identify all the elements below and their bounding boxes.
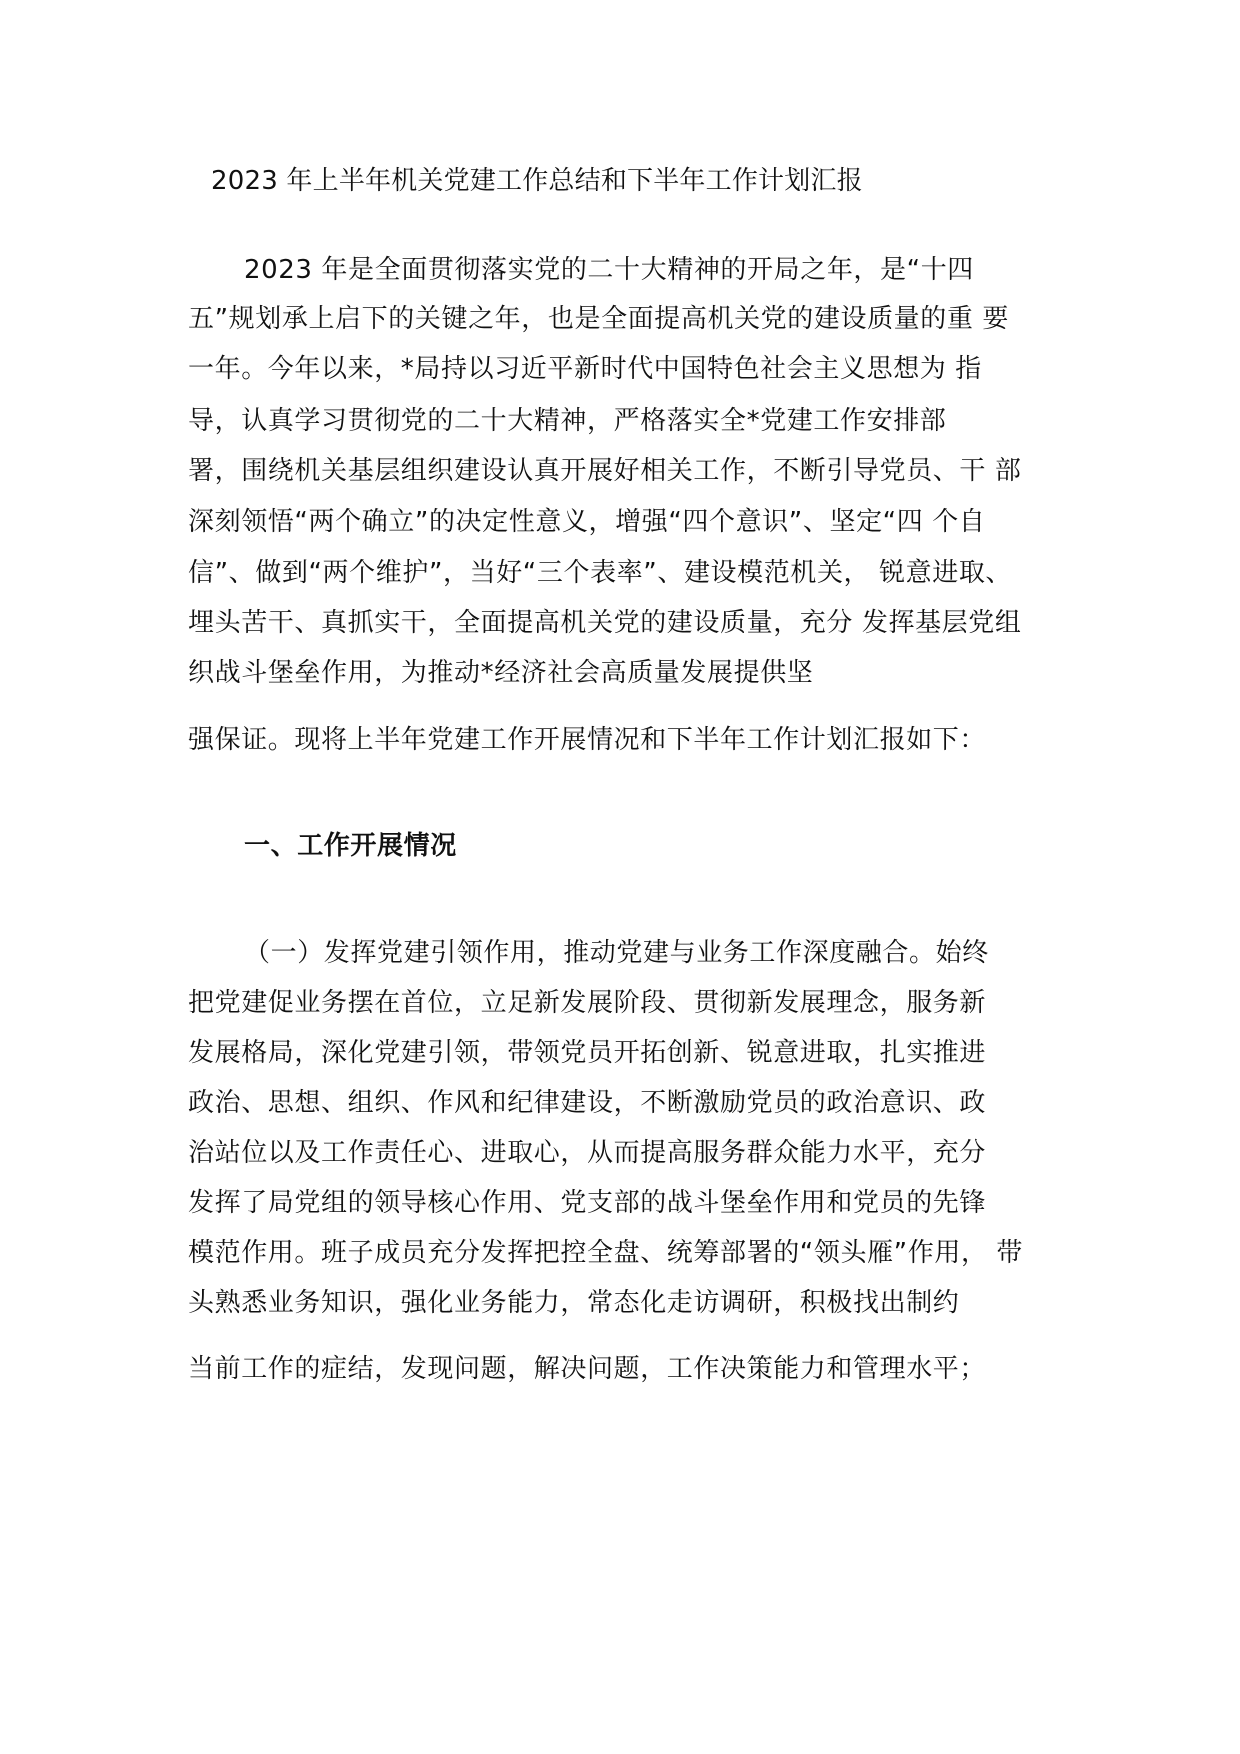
body-line-1: （一）发挥党建引领作用，推动党建与业务工作深度融合。始终: [244, 938, 989, 968]
body-line-8: 头熟悉业务知识，强化业务能力，常态化走访调研，积极找出制约: [188, 1288, 960, 1318]
intro-line-3: 一年。今年以来，*局持以习近平新时代中国特色社会主义思想为 指: [188, 354, 982, 384]
intro-line-5: 署，围绕机关基层组织建设认真开展好相关工作，不断引导党员、干 部: [188, 456, 1022, 486]
document-title: 2023 年上半年机关党建工作总结和下半年工作计划汇报: [211, 166, 863, 196]
intro-line-1: 2023 年是全面贯彻落实党的二十大精神的开局之年，是“十四: [244, 255, 974, 285]
body-line-6: 发挥了局党组的领导核心作用、党支部的战斗堡垒作用和党员的先锋: [188, 1188, 987, 1218]
intro-line-7: 信”、做到“两个维护”，当好“三个表率”、建设模范机关， 锐意进取、: [188, 558, 1013, 588]
body-line-4: 政治、思想、组织、作风和纪律建设，不断激励党员的政治意识、政: [188, 1088, 987, 1118]
intro-line-2: 五”规划承上启下的关键之年，也是全面提高机关党的建设质量的重 要: [188, 304, 1009, 334]
body-line-5: 治站位以及工作责任心、进取心，从而提高服务群众能力水平，充分: [188, 1138, 987, 1168]
body-line-7: 模范作用。班子成员充分发挥把控全盘、统筹部署的“领头雁”作用， 带: [188, 1238, 1024, 1268]
intro-line-8: 埋头苦干、真抓实干，全面提高机关党的建设质量，充分 发挥基层党组: [188, 608, 1022, 638]
intro-line-9: 织战斗堡垒作用，为推动*经济社会高质量发展提供坚: [188, 658, 814, 688]
intro-line-4: 导，认真学习贯彻党的二十大精神，严格落实全*党建工作安排部: [188, 406, 947, 436]
intro-line-6: 深刻领悟“两个确立”的决定性意义，增强“四个意识”、坚定“四 个自: [188, 507, 986, 537]
intro-line-10: 强保证。现将上半年党建工作开展情况和下半年工作计划汇报如下：: [188, 725, 987, 755]
body-line-2: 把党建促业务摆在首位，立足新发展阶段、贯彻新发展理念，服务新: [188, 988, 987, 1018]
body-line-9: 当前工作的症结，发现问题，解决问题，工作决策能力和管理水平；: [188, 1354, 987, 1384]
section-heading: 一、工作开展情况: [244, 831, 457, 861]
body-line-3: 发展格局，深化党建引领，带领党员开拓创新、锐意进取，扎实推进: [188, 1038, 987, 1068]
